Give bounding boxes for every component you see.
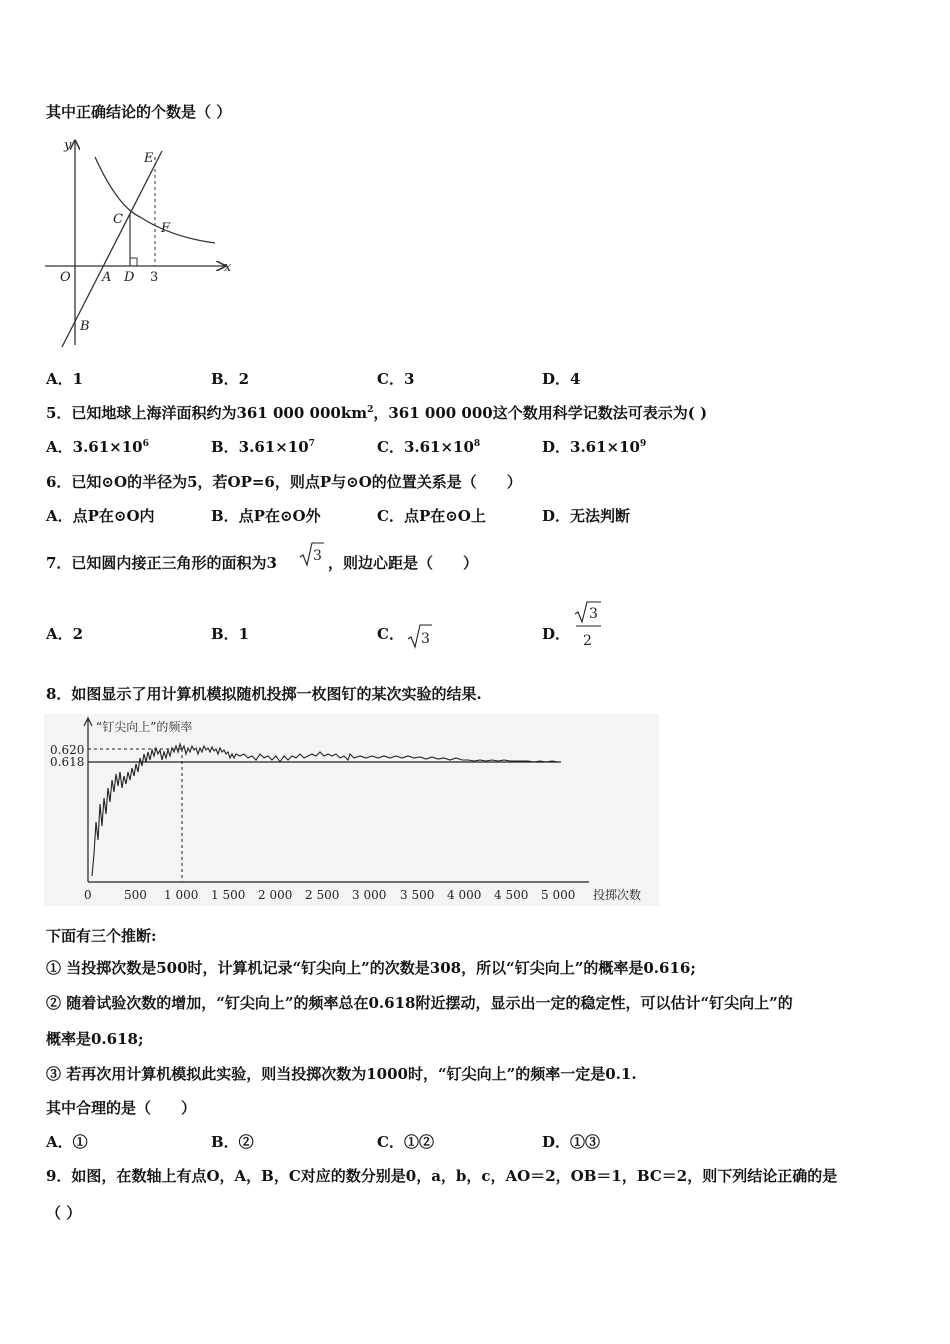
q4-option-d: D．4	[542, 370, 581, 388]
x-tick-1000: 1 000	[164, 888, 199, 902]
x-tick-5000: 5 000	[541, 888, 576, 902]
q7-option-c: C．	[377, 625, 404, 643]
label-d: D	[124, 270, 135, 285]
q5-option-a: A．$3.61\times 10^6$	[46, 438, 149, 456]
q8-ask: 其中合理的是（ ）	[46, 1099, 197, 1117]
q7-option-c-sqrt	[407, 622, 433, 650]
q6-option-b: B．点P在⊙O外	[211, 507, 321, 525]
q7-stem-b: ，则边心距是（ ）	[328, 554, 479, 572]
y-tick-620: 0.620	[50, 743, 85, 757]
q9-stem: 9．如图，在数轴上有点O，A，B，C对应的数分别是0，a，b，c，AO＝2，OB＝1，BC＝2，则下列结论正确的是	[46, 1167, 838, 1185]
x-tick-3000: 3 000	[352, 888, 387, 902]
q5-option-c: C．$3.61\times 10^8$	[377, 438, 481, 456]
q9-paren: （ ）	[46, 1204, 82, 1222]
label-c: C	[113, 212, 123, 227]
q8-option-a: A．①	[46, 1133, 88, 1151]
q5-option-d: D．$3.61\times 10^9$	[542, 438, 647, 456]
q4-intro: 其中正确结论的个数是（ ）	[46, 103, 232, 121]
q4-option-c: C．3	[377, 370, 415, 388]
q8-option-d: D．①③	[542, 1133, 601, 1151]
q8-statement-1: ① 当投掷次数是500时，计算机记录“钉尖向上”的次数是308，所以“钉尖向上”的概率是0.616;	[46, 959, 696, 977]
x-tick-0: 0	[84, 888, 92, 902]
q6-option-d: D．无法判断	[542, 507, 631, 525]
q7-option-c-radicand: 3	[421, 631, 430, 647]
label-a: A	[102, 270, 112, 285]
label-o: O	[60, 270, 71, 285]
x-tick-3500: 3 500	[400, 888, 435, 902]
x-tick-4000: 4 000	[447, 888, 482, 902]
q8-option-c: C．①②	[377, 1133, 434, 1151]
label-three: 3	[150, 270, 159, 285]
q7-option-d-numerator: 3	[589, 606, 598, 622]
q7-option-d-fraction	[573, 600, 603, 652]
q6-option-c: C．点P在⊙O上	[377, 507, 486, 525]
q6-stem: 6．已知⊙O的半径为5，若OP=6，则点P与⊙O的位置关系是（ ）	[46, 473, 522, 491]
q8-lead: 下面有三个推断:	[46, 927, 157, 945]
q8-statement-2a: ② 随着试验次数的增加，“钉尖向上”的频率总在0.618附近摆动，显示出一定的稳定性，可以估计“钉尖向上”的	[46, 994, 793, 1012]
q6-option-a: A．点P在⊙O内	[46, 507, 155, 525]
q8-statement-3: ③ 若再次用计算机模拟此实验，则当投掷次数为1000时，“钉尖向上”的频率一定是0.1.	[46, 1065, 637, 1083]
q4-option-a: A．1	[46, 370, 84, 388]
label-f: F	[161, 221, 171, 236]
q8-option-b: B．②	[211, 1133, 254, 1151]
y-tick-618: 0.618	[50, 755, 85, 769]
label-b: B	[80, 319, 90, 334]
q4-option-b: B．2	[211, 370, 250, 388]
q8-frequency-chart	[44, 714, 659, 906]
q8-stem: 8．如图显示了用计算机模拟随机投掷一枚图钉的某次实验的结果.	[46, 685, 482, 703]
label-e: E	[144, 151, 154, 166]
q7-radicand: 3	[313, 548, 322, 564]
x-axis-label: 投掷次数	[593, 888, 642, 902]
q7-option-d-denominator: 2	[583, 633, 592, 649]
x-tick-4500: 4 500	[494, 888, 529, 902]
chart-title: “钉尖向上”的频率	[96, 720, 193, 734]
q7-sqrt-radical	[299, 540, 325, 568]
label-x: x	[224, 260, 232, 275]
x-tick-500: 500	[124, 888, 147, 902]
q8-statement-2b: 概率是0.618;	[46, 1030, 144, 1048]
x-tick-2000: 2 000	[258, 888, 293, 902]
right-angle-mark	[130, 258, 137, 266]
line-ab	[62, 151, 162, 347]
label-y: y	[64, 138, 72, 153]
q7-option-a: A．2	[46, 625, 84, 643]
q7-stem-a: 7．已知圆内接正三角形的面积为3	[46, 554, 277, 572]
x-tick-2500: 2 500	[305, 888, 340, 902]
q5-option-b: B．$3.61\times 10^7$	[211, 438, 315, 456]
q4-function-graph	[40, 135, 240, 355]
q7-option-d: D．	[542, 625, 571, 643]
q5-stem: 5．已知地球上海洋面积约为361 000 $000km^2$，361 000 000这个数用科学记数法可表示为( )	[46, 404, 708, 422]
q7-option-b: B．1	[211, 625, 250, 643]
x-tick-1500: 1 500	[211, 888, 246, 902]
